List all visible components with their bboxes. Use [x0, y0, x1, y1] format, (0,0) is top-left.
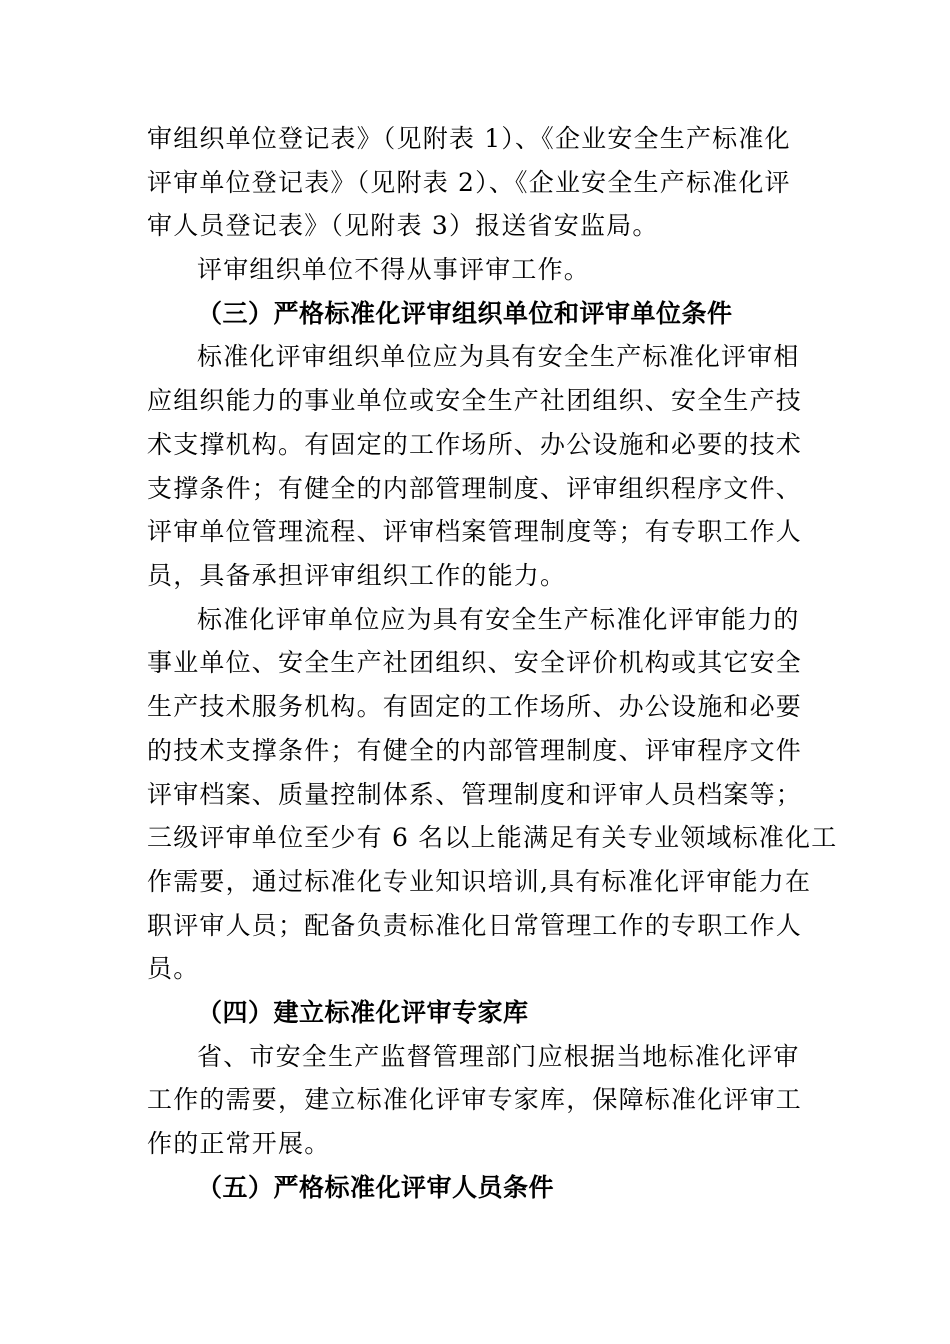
section-heading-4: （四）建立标准化评审专家库 — [197, 998, 529, 1027]
body-text-line: 工作的需要，建立标准化评审专家库，保障标准化评审工 — [147, 1085, 803, 1114]
body-text-line: 员。 — [147, 954, 200, 983]
section-heading-3: （三）严格标准化评审组织单位和评审单位条件 — [197, 299, 733, 328]
body-text-line: 事业单位、安全生产社团组织、安全评价机构或其它安全 — [147, 648, 803, 677]
body-text-line: 作需要，通过标准化专业知识培训,具有标准化评审能力在 — [147, 867, 812, 896]
paragraph-first-line: 标准化评审组织单位应为具有安全生产标准化评审相 — [197, 342, 800, 371]
body-text-line: 支撑条件；有健全的内部管理制度、评审组织程序文件、 — [147, 474, 803, 503]
body-text-line: 评审单位管理流程、评审档案管理制度等；有专职工作人 — [147, 517, 803, 546]
body-text-line: 评审档案、质量控制体系、管理制度和评审人员档案等； — [147, 780, 803, 809]
body-text-line: 生产技术服务机构。有固定的工作场所、办公设施和必要 — [147, 692, 803, 721]
paragraph-first-line: 评审组织单位不得从事评审工作。 — [197, 255, 591, 284]
paragraph-first-line: 省、市安全生产监督管理部门应根据当地标准化评审 — [197, 1042, 800, 1071]
body-text-line: 评审单位登记表》（见附表 2）、《企业安全生产标准化评 — [147, 168, 791, 197]
body-text-line: 员，具备承担评审组织工作的能力。 — [147, 561, 567, 590]
body-text-line: 审人员登记表》（见附表 3）报送省安监局。 — [147, 211, 659, 240]
body-text-line: 审组织单位登记表》（见附表 1）、《企业安全生产标准化 — [147, 124, 791, 153]
paragraph-first-line: 标准化评审单位应为具有安全生产标准化评审能力的 — [197, 605, 800, 634]
body-text-line: 应组织能力的事业单位或安全生产社团组织、安全生产技 — [147, 386, 803, 415]
body-text-line: 职评审人员；配备负责标准化日常管理工作的专职工作人 — [147, 911, 803, 940]
section-heading-5: （五）严格标准化评审人员条件 — [197, 1173, 555, 1202]
body-text-line: 的技术支撑条件；有健全的内部管理制度、评审程序文件 — [147, 736, 803, 765]
body-text-line: 三级评审单位至少有 6 名以上能满足有关专业领域标准化工 — [147, 823, 838, 852]
body-text-line: 术支撑机构。有固定的工作场所、办公设施和必要的技术 — [147, 430, 803, 459]
body-text-line: 作的正常开展。 — [147, 1129, 331, 1158]
